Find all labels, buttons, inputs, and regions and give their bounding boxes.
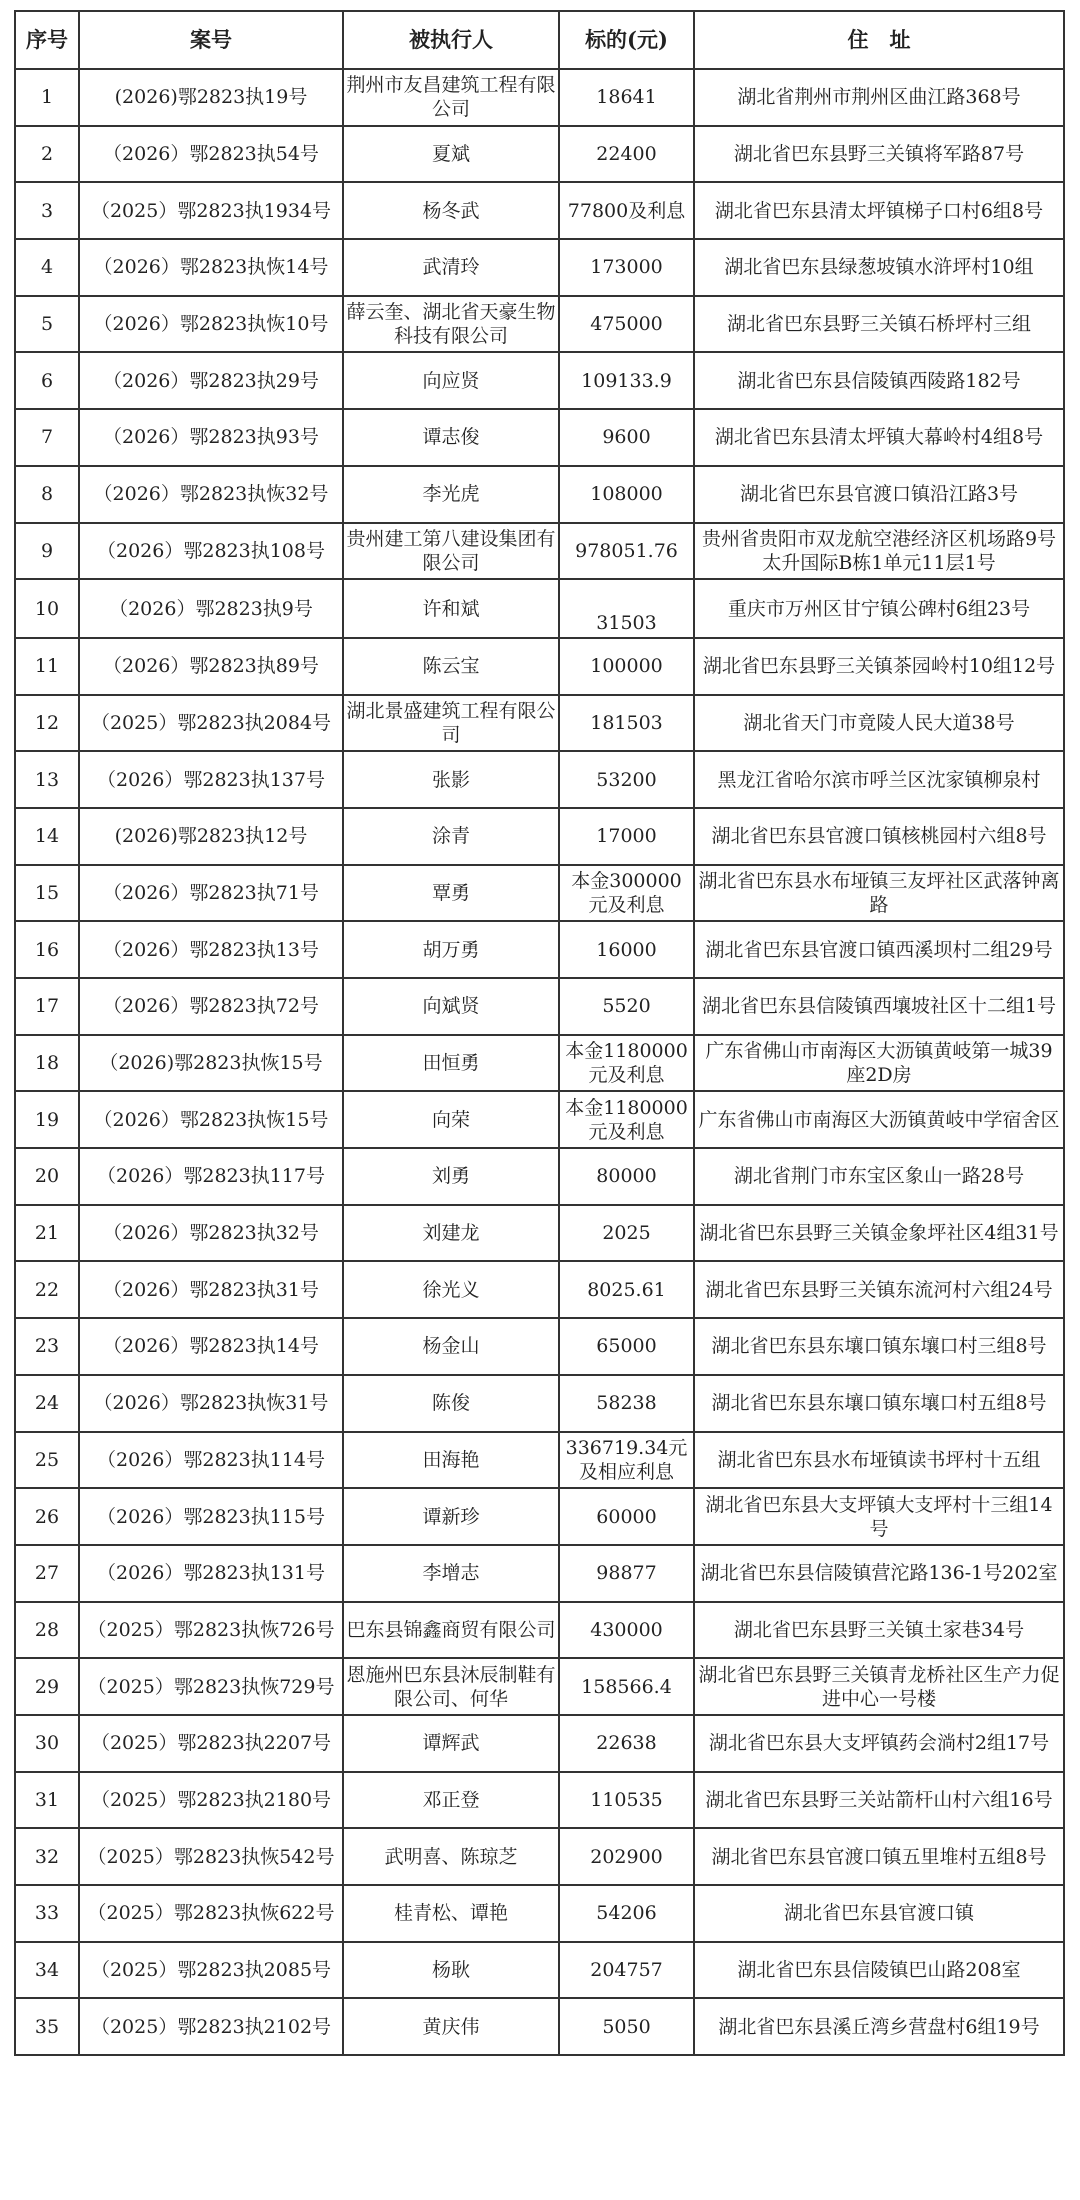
cell-party: 桂青松、谭艳 <box>343 1885 559 1942</box>
cell-amount: 65000 <box>559 1318 694 1375</box>
table-row <box>15 579 1064 638</box>
cell-case-number: （2026）鄂2823执恢10号 <box>79 296 343 353</box>
cell-amount: 58238 <box>559 1375 694 1432</box>
cell-address: 贵州省贵阳市双龙航空港经济区机场路9号太升国际B栋1单元11层1号 <box>694 523 1064 580</box>
cell-no: 15 <box>15 865 79 922</box>
cell-amount: 77800及利息 <box>559 182 694 239</box>
cell-address: 湖北省巴东县水布垭镇三友坪社区武落钟离路 <box>694 865 1064 922</box>
table-row <box>15 1658 1064 1715</box>
cell-no: 35 <box>15 1998 79 2055</box>
cell-party: 邓正登 <box>343 1772 559 1829</box>
cell-case-number: （2026）鄂2823执恢32号 <box>79 466 343 523</box>
cell-amount: 9600 <box>559 409 694 466</box>
cell-party: 武明喜、陈琼芝 <box>343 1828 559 1885</box>
cell-case-number: （2026）鄂2823执恢15号 <box>79 1091 343 1148</box>
cell-no: 31 <box>15 1772 79 1829</box>
cell-party: 恩施州巴东县沐辰制鞋有限公司、何华 <box>343 1658 559 1715</box>
cell-case-number: （2026）鄂2823执71号 <box>79 865 343 922</box>
table-row <box>15 409 1064 466</box>
cell-address: 湖北省巴东县野三关镇将军路87号 <box>694 126 1064 183</box>
cell-no: 1 <box>15 69 79 126</box>
cell-case-number: （2025）鄂2823执恢622号 <box>79 1885 343 1942</box>
cell-case-number: （2025）鄂2823执2207号 <box>79 1715 343 1772</box>
table-row <box>15 1998 1064 2055</box>
cell-amount: 22400 <box>559 126 694 183</box>
cell-no: 10 <box>15 579 79 638</box>
cell-case-number: （2026）鄂2823执54号 <box>79 126 343 183</box>
cell-party: 李光虎 <box>343 466 559 523</box>
cell-case-number: （2025）鄂2823执恢729号 <box>79 1658 343 1715</box>
cell-party: 贵州建工第八建设集团有限公司 <box>343 523 559 580</box>
cell-no: 5 <box>15 296 79 353</box>
cell-case-number: （2026）鄂2823执29号 <box>79 352 343 409</box>
cell-amount: 108000 <box>559 466 694 523</box>
cell-case-number: （2026）鄂2823执137号 <box>79 751 343 808</box>
table-body <box>15 69 1064 2055</box>
cell-address: 湖北省巴东县信陵镇巴山路208室 <box>694 1942 1064 1999</box>
cell-amount: 2025 <box>559 1205 694 1262</box>
cell-party: 向应贤 <box>343 352 559 409</box>
cell-address: 湖北省荆州市荆州区曲江路368号 <box>694 69 1064 126</box>
cell-no: 20 <box>15 1148 79 1205</box>
cell-address: 湖北省巴东县信陵镇西陵路182号 <box>694 352 1064 409</box>
cell-case-number: （2026）鄂2823执115号 <box>79 1488 343 1545</box>
cell-no: 33 <box>15 1885 79 1942</box>
table-row <box>15 1148 1064 1205</box>
cell-amount: 60000 <box>559 1488 694 1545</box>
table-header-row <box>15 11 1064 69</box>
table-row <box>15 1432 1064 1489</box>
cell-amount: 16000 <box>559 921 694 978</box>
cell-no: 13 <box>15 751 79 808</box>
cell-no: 24 <box>15 1375 79 1432</box>
table-row <box>15 865 1064 922</box>
cell-case-number: （2025）鄂2823执恢542号 <box>79 1828 343 1885</box>
cell-address: 湖北省巴东县信陵镇西壤坡社区十二组1号 <box>694 978 1064 1035</box>
cell-no: 16 <box>15 921 79 978</box>
cell-amount: 18641 <box>559 69 694 126</box>
cell-address: 湖北省巴东县清太坪镇大幕岭村4组8号 <box>694 409 1064 466</box>
cell-case-number: （2026）鄂2823执89号 <box>79 638 343 695</box>
cell-address: 湖北省巴东县清太坪镇梯子口村6组8号 <box>694 182 1064 239</box>
cell-address: 黑龙江省哈尔滨市呼兰区沈家镇柳泉村 <box>694 751 1064 808</box>
cell-party: 薛云奎、湖北省天豪生物科技有限公司 <box>343 296 559 353</box>
cell-address: 重庆市万州区甘宁镇公碑村6组23号 <box>694 579 1064 638</box>
table-row <box>15 126 1064 183</box>
table-row <box>15 1602 1064 1659</box>
cell-case-number: （2026）鄂2823执114号 <box>79 1432 343 1489</box>
cell-case-number: (2026)鄂2823执12号 <box>79 808 343 865</box>
cell-no: 25 <box>15 1432 79 1489</box>
cell-party: 徐光义 <box>343 1261 559 1318</box>
cell-address: 湖北省巴东县野三关镇茶园岭村10组12号 <box>694 638 1064 695</box>
table-row <box>15 466 1064 523</box>
cell-address: 湖北省巴东县官渡口镇五里堆村五组8号 <box>694 1828 1064 1885</box>
table-row <box>15 296 1064 353</box>
cell-case-number: （2026）鄂2823执108号 <box>79 523 343 580</box>
cell-no: 12 <box>15 695 79 752</box>
table-row <box>15 352 1064 409</box>
cell-case-number: （2026）鄂2823执32号 <box>79 1205 343 1262</box>
table-row <box>15 808 1064 865</box>
cell-amount: 54206 <box>559 1885 694 1942</box>
cell-case-number: （2026）鄂2823执93号 <box>79 409 343 466</box>
table-row <box>15 1261 1064 1318</box>
cell-no: 3 <box>15 182 79 239</box>
table-row <box>15 695 1064 752</box>
cell-address: 湖北省巴东县大支坪镇药会淌村2组17号 <box>694 1715 1064 1772</box>
cell-case-number: （2026)鄂2823执恢15号 <box>79 1035 343 1092</box>
cell-party: 张影 <box>343 751 559 808</box>
table-row <box>15 1828 1064 1885</box>
cell-case-number: （2026）鄂2823执13号 <box>79 921 343 978</box>
table-row <box>15 182 1064 239</box>
cell-party: 巴东县锦鑫商贸有限公司 <box>343 1602 559 1659</box>
cell-amount: 173000 <box>559 239 694 296</box>
cell-party: 向斌贤 <box>343 978 559 1035</box>
cell-address: 湖北省巴东县大支坪镇大支坪村十三组14号 <box>694 1488 1064 1545</box>
cell-case-number: （2026）鄂2823执72号 <box>79 978 343 1035</box>
cell-party: 田海艳 <box>343 1432 559 1489</box>
table-row <box>15 638 1064 695</box>
cell-party: 夏斌 <box>343 126 559 183</box>
table-row <box>15 1942 1064 1999</box>
header-amount: 标的(元) <box>559 11 694 69</box>
cell-no: 34 <box>15 1942 79 1999</box>
cell-amount: 17000 <box>559 808 694 865</box>
cell-amount: 本金1180000元及利息 <box>559 1091 694 1148</box>
cell-case-number: （2026）鄂2823执恢31号 <box>79 1375 343 1432</box>
cell-no: 30 <box>15 1715 79 1772</box>
cell-amount: 109133.9 <box>559 352 694 409</box>
cell-party: 谭志俊 <box>343 409 559 466</box>
cell-amount: 100000 <box>559 638 694 695</box>
table-row <box>15 921 1064 978</box>
table-row <box>15 1772 1064 1829</box>
cell-party: 向荣 <box>343 1091 559 1148</box>
table-row <box>15 1205 1064 1262</box>
cell-no: 23 <box>15 1318 79 1375</box>
cell-no: 9 <box>15 523 79 580</box>
cell-address: 湖北省天门市竟陵人民大道38号 <box>694 695 1064 752</box>
cell-amount: 475000 <box>559 296 694 353</box>
cell-address: 湖北省巴东县东壤口镇东壤口村三组8号 <box>694 1318 1064 1375</box>
cell-no: 18 <box>15 1035 79 1092</box>
cell-case-number: （2025）鄂2823执2084号 <box>79 695 343 752</box>
cell-party: 刘建龙 <box>343 1205 559 1262</box>
cell-address: 湖北省巴东县野三关镇金象坪社区4组31号 <box>694 1205 1064 1262</box>
table-row <box>15 1035 1064 1092</box>
cell-case-number: （2026）鄂2823执14号 <box>79 1318 343 1375</box>
cell-no: 26 <box>15 1488 79 1545</box>
cell-case-number: （2025）鄂2823执恢726号 <box>79 1602 343 1659</box>
cell-address: 湖北省巴东县信陵镇营沱路136-1号202室 <box>694 1545 1064 1602</box>
cell-no: 4 <box>15 239 79 296</box>
cell-address: 湖北省巴东县野三关镇土家巷34号 <box>694 1602 1064 1659</box>
cell-address: 湖北省巴东县绿葱坡镇水浒坪村10组 <box>694 239 1064 296</box>
cell-case-number: (2026)鄂2823执19号 <box>79 69 343 126</box>
cell-address: 湖北省巴东县水布垭镇读书坪村十五组 <box>694 1432 1064 1489</box>
cell-no: 14 <box>15 808 79 865</box>
cell-address: 湖北省巴东县野三关站箭杆山村六组16号 <box>694 1772 1064 1829</box>
cell-amount: 110535 <box>559 1772 694 1829</box>
cell-case-number: （2025）鄂2823执2102号 <box>79 1998 343 2055</box>
cell-party: 杨冬武 <box>343 182 559 239</box>
table-row <box>15 1091 1064 1148</box>
cell-address: 湖北省巴东县野三关镇青龙桥社区生产力促进中心一号楼 <box>694 1658 1064 1715</box>
cell-party: 谭辉武 <box>343 1715 559 1772</box>
cell-case-number: （2026）鄂2823执131号 <box>79 1545 343 1602</box>
cell-case-number: （2025）鄂2823执1934号 <box>79 182 343 239</box>
cell-no: 7 <box>15 409 79 466</box>
cell-amount: 8025.61 <box>559 1261 694 1318</box>
cell-no: 28 <box>15 1602 79 1659</box>
cell-case-number: （2025）鄂2823执2180号 <box>79 1772 343 1829</box>
cell-party: 谭新珍 <box>343 1488 559 1545</box>
table-row <box>15 1375 1064 1432</box>
table-row <box>15 523 1064 580</box>
table-row <box>15 1488 1064 1545</box>
cell-amount: 181503 <box>559 695 694 752</box>
cell-no: 6 <box>15 352 79 409</box>
cell-address: 湖北省巴东县野三关镇东流河村六组24号 <box>694 1261 1064 1318</box>
cell-party: 武清玲 <box>343 239 559 296</box>
cell-no: 27 <box>15 1545 79 1602</box>
cell-party: 田恒勇 <box>343 1035 559 1092</box>
cell-no: 19 <box>15 1091 79 1148</box>
cell-party: 覃勇 <box>343 865 559 922</box>
cell-amount: 本金300000元及利息 <box>559 865 694 922</box>
table-row <box>15 1885 1064 1942</box>
cell-no: 2 <box>15 126 79 183</box>
table-row <box>15 239 1064 296</box>
cell-amount: 336719.34元及相应利息 <box>559 1432 694 1489</box>
cell-amount: 22638 <box>559 1715 694 1772</box>
cell-party: 胡万勇 <box>343 921 559 978</box>
cell-address: 广东省佛山市南海区大沥镇黄岐第一城39座2D房 <box>694 1035 1064 1092</box>
cell-amount: 98877 <box>559 1545 694 1602</box>
cell-no: 8 <box>15 466 79 523</box>
cell-address: 湖北省巴东县东壤口镇东壤口村五组8号 <box>694 1375 1064 1432</box>
cell-party: 李增志 <box>343 1545 559 1602</box>
cell-amount: 本金1180000元及利息 <box>559 1035 694 1092</box>
cell-case-number: （2025）鄂2823执2085号 <box>79 1942 343 1999</box>
cell-address: 湖北省巴东县官渡口镇西溪坝村二组29号 <box>694 921 1064 978</box>
cell-address: 湖北省巴东县野三关镇石桥坪村三组 <box>694 296 1064 353</box>
cell-party: 陈云宝 <box>343 638 559 695</box>
cell-party: 刘勇 <box>343 1148 559 1205</box>
cell-amount: 53200 <box>559 751 694 808</box>
cell-address: 湖北省巴东县官渡口镇核桃园村六组8号 <box>694 808 1064 865</box>
table-row <box>15 751 1064 808</box>
table-row <box>15 1545 1064 1602</box>
table-row <box>15 978 1064 1035</box>
cell-no: 21 <box>15 1205 79 1262</box>
cell-no: 17 <box>15 978 79 1035</box>
cell-no: 11 <box>15 638 79 695</box>
table-row <box>15 69 1064 126</box>
cell-no: 32 <box>15 1828 79 1885</box>
header-address: 住 址 <box>694 11 1064 69</box>
cell-party: 黄庆伟 <box>343 1998 559 2055</box>
cell-party: 湖北景盛建筑工程有限公司 <box>343 695 559 752</box>
cell-party: 杨金山 <box>343 1318 559 1375</box>
cell-no: 29 <box>15 1658 79 1715</box>
cell-amount: 204757 <box>559 1942 694 1999</box>
cell-case-number: （2026）鄂2823执31号 <box>79 1261 343 1318</box>
header-case-number: 案号 <box>79 11 343 69</box>
cell-case-number: （2026）鄂2823执9号 <box>79 579 343 638</box>
table-row <box>15 1318 1064 1375</box>
cell-no: 22 <box>15 1261 79 1318</box>
cell-address: 湖北省荆门市东宝区象山一路28号 <box>694 1148 1064 1205</box>
cell-amount: 31503 <box>559 579 694 638</box>
header-party: 被执行人 <box>343 11 559 69</box>
cell-case-number: （2026）鄂2823执117号 <box>79 1148 343 1205</box>
cell-address: 湖北省巴东县溪丘湾乡营盘村6组19号 <box>694 1998 1064 2055</box>
cell-amount: 430000 <box>559 1602 694 1659</box>
cell-amount: 5050 <box>559 1998 694 2055</box>
cell-address: 广东省佛山市南海区大沥镇黄岐中学宿舍区 <box>694 1091 1064 1148</box>
cell-case-number: （2026）鄂2823执恢14号 <box>79 239 343 296</box>
cell-address: 湖北省巴东县官渡口镇 <box>694 1885 1064 1942</box>
enforcement-cases-table <box>14 10 1065 2056</box>
cell-party: 涂青 <box>343 808 559 865</box>
header-no: 序号 <box>15 11 79 69</box>
cell-amount: 978051.76 <box>559 523 694 580</box>
cell-amount: 202900 <box>559 1828 694 1885</box>
table-row <box>15 1715 1064 1772</box>
cell-party: 荆州市友昌建筑工程有限公司 <box>343 69 559 126</box>
cell-amount: 80000 <box>559 1148 694 1205</box>
cell-amount: 5520 <box>559 978 694 1035</box>
cell-amount: 158566.4 <box>559 1658 694 1715</box>
cell-address: 湖北省巴东县官渡口镇沿江路3号 <box>694 466 1064 523</box>
cell-party: 陈俊 <box>343 1375 559 1432</box>
cell-party: 杨耿 <box>343 1942 559 1999</box>
cell-party: 许和斌 <box>343 579 559 638</box>
